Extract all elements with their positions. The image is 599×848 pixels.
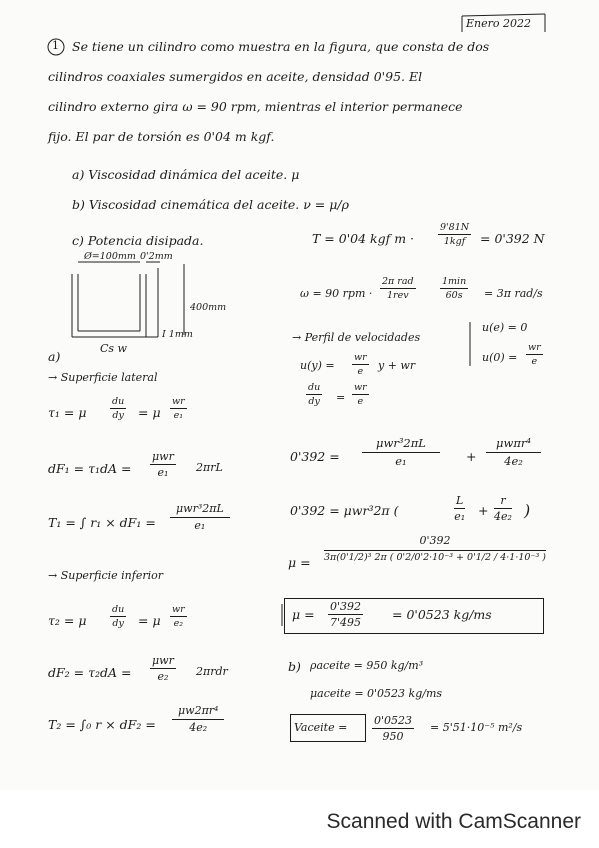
tau2-fraction-2: $\frac{wr}{\text{e₂}}$ <box>172 604 185 629</box>
question-a: a) Viscosidad dinámica del aceite. μ <box>72 167 300 182</box>
torque-lhs: T = 0'04 kgf m · <box>312 231 415 246</box>
tau1-mid: = μ <box>138 405 161 420</box>
date-label: Enero 2022 <box>466 17 531 30</box>
boundary-condition-2-fraction: $\frac{wr}{e}$ <box>528 342 541 367</box>
t2-fraction: $\frac{\text{μw2πr⁴}}{\text{4e₂}}$ <box>172 704 224 734</box>
dudy-equals: = <box>336 391 346 404</box>
dudy-fraction: $\frac{du}{dy}$ <box>308 382 321 407</box>
tau1-lhs: τ₁ = μ <box>48 405 87 420</box>
df2-rhs: 2πrdr <box>196 665 228 678</box>
profile-eq-fraction: $\frac{wr}{e}$ <box>354 352 367 377</box>
t1-fraction: μwr³2πL e₁ <box>170 502 230 532</box>
lateral-surface-title: → Superficie lateral <box>48 371 158 384</box>
question-c: c) Potencia disipada. <box>72 233 204 248</box>
df2-lhs: dF₂ = τ₂dA = <box>48 665 132 680</box>
nu-result-rhs: = 5'51·10⁻⁵ m²/s <box>430 721 523 734</box>
omega-fraction-1: 2π rad 1rev <box>382 276 414 301</box>
equation-2-close: ) <box>524 501 531 520</box>
scanner-watermark: Scanned with CamScanner <box>326 810 581 833</box>
torque-rhs: = 0'392 N <box>480 231 545 246</box>
equation-2-fraction-1: $\frac{L}{\text{e₁}}$ <box>454 494 466 523</box>
t2-lhs: T₂ = ∫₀ r × dF₂ = <box>48 717 156 732</box>
torque-fraction: 9'81N 1kgf <box>440 222 470 247</box>
nu-result-fraction: $\frac{0'0523}{950}$ <box>374 714 413 743</box>
tau2-mid: = μ <box>138 613 161 628</box>
tau2-fraction-1: $\frac{du}{dy}$ <box>112 604 125 629</box>
equation-1-plus: + <box>466 449 477 464</box>
equation-2-fraction-2: $\frac{r}{\text{4e₂}}$ <box>494 494 512 523</box>
mu-expression-lhs: μ = <box>288 555 311 570</box>
figure-gap-label: 0'2mm <box>140 251 173 262</box>
t1-lhs: T₁ = ∫ r₁ × dF₁ = <box>48 515 156 530</box>
scanner-footer <box>0 790 599 848</box>
part-a-label: a) <box>48 349 61 364</box>
figure-bottom-gap-label: I 1mm <box>162 329 193 340</box>
profile-eq-rhs: y + wr <box>378 359 416 372</box>
omega-lhs: ω = 90 rpm · <box>300 287 373 300</box>
mu-result-rhs: = 0'0523 kg/ms <box>392 607 492 622</box>
boundary-condition-2-lhs: u(0) = <box>482 351 518 364</box>
figure-medium-label: Cs w <box>100 342 127 355</box>
problem-number: 1 <box>52 39 59 52</box>
figure-height-label: 400mm <box>190 302 227 313</box>
tau1-fraction-2: $\frac{wr}{\text{e₁}}$ <box>172 396 185 421</box>
df2-fraction: μwr e₂ <box>152 654 174 683</box>
statement-line-2: cilindros coaxiales sumergidos en aceite, densidad 0'95. El <box>48 69 423 84</box>
omega-rhs: = 3π rad/s <box>484 287 543 300</box>
dudy-rhs-fraction: $\frac{wr}{e}$ <box>354 382 367 407</box>
oil-viscosity: μaceite = 0'0523 kg/ms <box>310 687 443 700</box>
df1-rhs: 2πrL <box>196 461 223 474</box>
equation-1-fraction-1: μwr³2πL e₁ <box>362 436 440 468</box>
omega-fraction-2: 1min 60s <box>442 276 467 301</box>
tau1-fraction-1: $\frac{du}{dy}$ <box>112 396 125 421</box>
statement-line-3: cilindro externo gira ω = 90 rpm, mientras el interior permanece <box>48 99 463 114</box>
part-b-label: b) <box>288 659 301 674</box>
question-b: b) Viscosidad cinemática del aceite. ν = μ/ρ <box>72 197 349 212</box>
mu-result-lhs: μ = <box>292 607 315 622</box>
equation-2-lhs: 0'392 = μwr³2π ( <box>290 503 399 518</box>
mu-expression-fraction: $\frac{0'392}{\text{3π(0'1/2)³ 2π ( 0'2/0'2·10⁻³ + 0'1/2 / 4·1·10⁻³ )}}$ <box>324 534 546 563</box>
nu-result-lhs: Vaceite = <box>294 721 348 734</box>
profile-eq-lhs: u(y) = <box>300 359 335 372</box>
statement-line-1: Se tiene un cilindro como muestra en la figura, que consta de dos <box>72 39 490 54</box>
tau2-lhs: τ₂ = μ <box>48 613 87 628</box>
df1-fraction: μwr e₁ <box>152 450 174 479</box>
figure-diameter-label: Ø=100mm <box>84 251 136 262</box>
df1-lhs: dF₁ = τ₁dA = <box>48 461 132 476</box>
equation-2-plus: + <box>478 503 489 518</box>
equation-1-lhs: 0'392 = <box>290 449 340 464</box>
boundary-condition-1: u(e) = 0 <box>482 321 528 334</box>
equation-1-fraction-2: μwπr⁴ 4e₂ <box>486 436 541 468</box>
mu-result-fraction: $\frac{0'392}{7'495}$ <box>330 600 362 629</box>
statement-line-4: fijo. El par de torsión es 0'04 m kgf. <box>48 129 275 144</box>
profile-title: → Perfil de velocidades <box>292 331 421 344</box>
oil-density: ρaceite = 950 kg/m³ <box>310 659 424 672</box>
inferior-surface-title: → Superficie inferior <box>48 569 164 582</box>
